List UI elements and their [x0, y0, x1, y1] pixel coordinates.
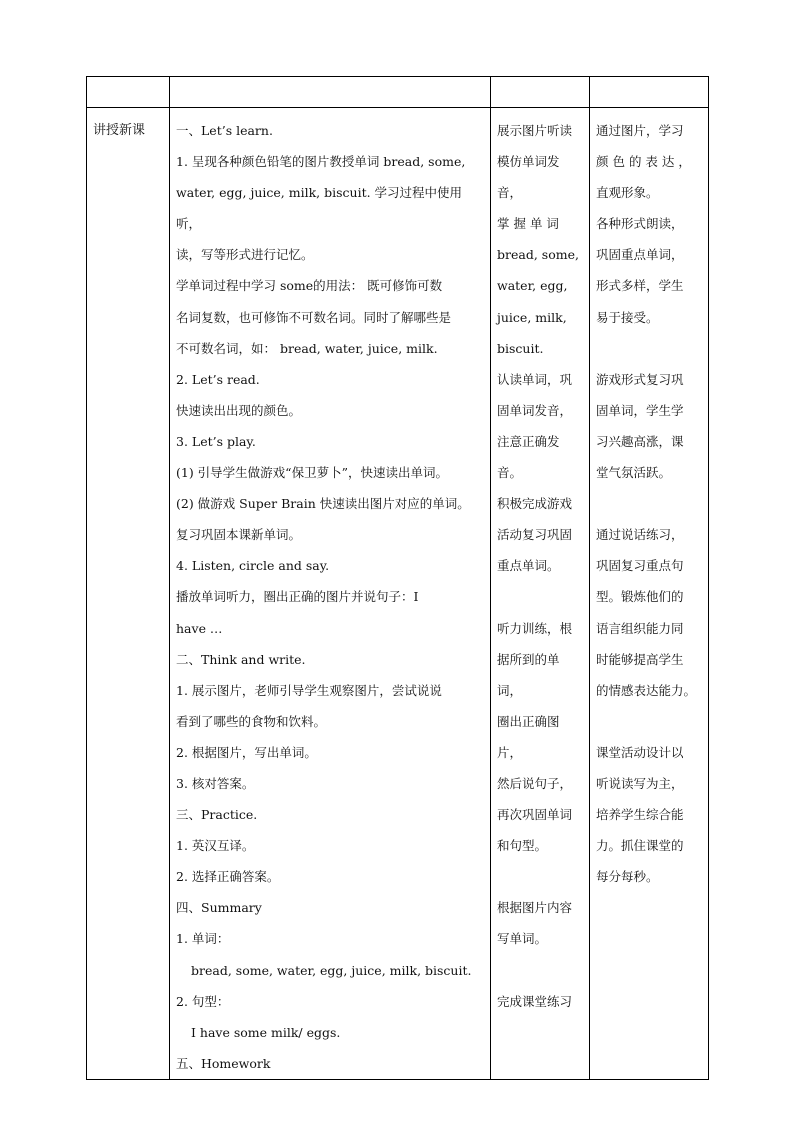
- intent-line: 巩固重点单词，: [596, 247, 684, 263]
- content-line: 一、Let’s learn.: [176, 123, 273, 138]
- header-cell-2: [170, 77, 491, 108]
- section-label-cell: [87, 108, 170, 1080]
- teaching-content: [170, 108, 490, 1079]
- activity-line: 注意正确发音。: [497, 433, 560, 481]
- activity-line: 固单词发音，: [497, 402, 573, 418]
- activity-line: 完成课堂练习: [497, 993, 573, 1009]
- content-line: 1. 呈现各种颜色铅笔的图片教授单词 bread, some,: [176, 154, 466, 170]
- student-activity-cell: [491, 108, 590, 1080]
- activity-line: 掌 握 单 词: [497, 216, 559, 232]
- activity-line: 再次巩固单词: [497, 807, 573, 823]
- student-activities: [491, 108, 589, 1017]
- intent-line: 直观形象。: [596, 185, 659, 201]
- content-line: 4. Listen, circle and say.: [176, 558, 330, 574]
- design-intent: [590, 108, 708, 892]
- intent-line: 语言组织能力同: [596, 620, 684, 636]
- activity-line: 据所到的单词，: [497, 651, 560, 698]
- content-line: 五、Homework: [176, 1055, 271, 1071]
- table-body-row: [87, 108, 709, 1080]
- intent-line: 力。抓住课堂的: [596, 838, 684, 854]
- content-line: 三、Practice.: [176, 807, 258, 823]
- intent-line: [596, 333, 703, 364]
- intent-line: 颜 色 的 表 达 ，: [596, 154, 691, 170]
- table-header-row: [87, 77, 709, 108]
- intent-line: 时能够提高学生: [596, 651, 684, 667]
- activity-line: 和句型。: [497, 838, 548, 854]
- content-line: 1. 单词：: [176, 931, 230, 947]
- activity-line: 然后说句子，: [497, 775, 573, 791]
- design-intent-cell: [590, 108, 709, 1080]
- content-line: 3. 核对答案。: [176, 775, 255, 791]
- intent-line: 通过说话练习，: [596, 527, 684, 543]
- intent-line: 培养学生综合能: [596, 807, 684, 823]
- activity-line: 模仿单词发音，: [497, 154, 560, 201]
- activity-line: 写单词。: [497, 931, 548, 947]
- intent-line: 通过图片，学习: [596, 123, 684, 138]
- lesson-plan-table: [86, 76, 709, 1080]
- activity-line: juice, milk,: [497, 309, 567, 325]
- activity-line: [497, 581, 584, 612]
- intent-line: 课堂活动设计以: [596, 744, 684, 760]
- content-line: 2. 句型：: [176, 993, 230, 1009]
- content-line: 二、Think and write.: [176, 651, 306, 667]
- content-line: have …: [176, 620, 223, 636]
- intent-line: 听说读写为主，: [596, 775, 684, 791]
- intent-line: 易于接受。: [596, 309, 659, 325]
- intent-line: 各种形式朗读，: [596, 216, 684, 232]
- activity-line: 听力训练，根: [497, 620, 573, 636]
- content-line: 快速读出出现的颜色。: [176, 402, 302, 418]
- teaching-content-cell: [170, 108, 491, 1080]
- intent-line: [596, 488, 703, 519]
- intent-line: 堂气氛活跃。: [596, 465, 672, 481]
- content-line: 2. Let’s read.: [176, 371, 260, 387]
- content-line: 1. 英汉互译。: [176, 838, 255, 854]
- content-line: 学单词过程中学习 some的用法： 既可修饰可数: [176, 278, 443, 294]
- content-line: (2) 做游戏 Super Brain 快速读出图片对应的单词。: [176, 496, 470, 512]
- header-cell-4: [590, 77, 709, 108]
- activity-line: biscuit.: [497, 340, 544, 356]
- content-line: 名词复数，也可修饰不可数名词。同时了解哪些是: [176, 309, 452, 325]
- activity-line: 认读单词，巩: [497, 371, 573, 387]
- content-line: 2. 根据图片，写出单词。: [176, 744, 317, 760]
- header-cell-1: [87, 77, 170, 108]
- intent-line: 游戏形式复习巩: [596, 371, 684, 387]
- content-line: 读，写等形式进行记忆。: [176, 247, 314, 263]
- activity-line: 圈出正确图片，: [497, 713, 560, 760]
- intent-line: 形式多样，学生: [596, 278, 684, 294]
- content-line: 2. 选择正确答案。: [176, 869, 280, 885]
- intent-line: 的情感表达能力。: [596, 682, 697, 698]
- section-label: 讲授新课: [93, 123, 146, 138]
- intent-line: 习兴趣高涨，课: [596, 433, 684, 449]
- content-line: 3. Let’s play.: [176, 433, 256, 449]
- content-line: 复习巩固本课新单词。: [176, 527, 302, 543]
- activity-line: 活动复习巩固: [497, 527, 573, 543]
- activity-line: 根据图片内容: [497, 900, 573, 916]
- intent-line: 型。锻炼他们的: [596, 589, 684, 605]
- activity-line: 展示图片听读: [497, 123, 573, 138]
- content-line: 1. 展示图片，老师引导学生观察图片，尝试说说: [176, 682, 442, 698]
- header-cell-3: [491, 77, 590, 108]
- content-line: 四、Summary: [176, 900, 262, 916]
- activity-line: water, egg,: [497, 278, 568, 294]
- content-line: 播放单词听力，圈出正确的图片并说句子：I: [176, 589, 419, 605]
- content-line: 不可数名词，如： bread, water, juice, milk.: [176, 340, 438, 356]
- activity-line: 重点单词。: [497, 558, 560, 574]
- activity-line: bread, some,: [497, 247, 579, 263]
- activity-line: [497, 861, 584, 892]
- intent-line: 固单词，学生学: [596, 402, 684, 418]
- content-line: 看到了哪些的食物和饮料。: [176, 713, 327, 729]
- activity-line: 积极完成游戏: [497, 496, 573, 512]
- content-line: I have some milk/ eggs.: [191, 1024, 341, 1040]
- content-line: water, egg, juice, milk, biscuit. 学习过程中使用听，: [176, 185, 463, 232]
- intent-line: 每分每秒。: [596, 869, 659, 885]
- content-line: bread, some, water, egg, juice, milk, biscuit.: [191, 962, 472, 978]
- intent-line: 巩固复习重点句: [596, 558, 684, 574]
- content-line: (1) 引导学生做游戏“保卫萝卜”，快速读出单词。: [176, 465, 448, 481]
- intent-line: [596, 706, 703, 737]
- activity-line: [497, 955, 584, 986]
